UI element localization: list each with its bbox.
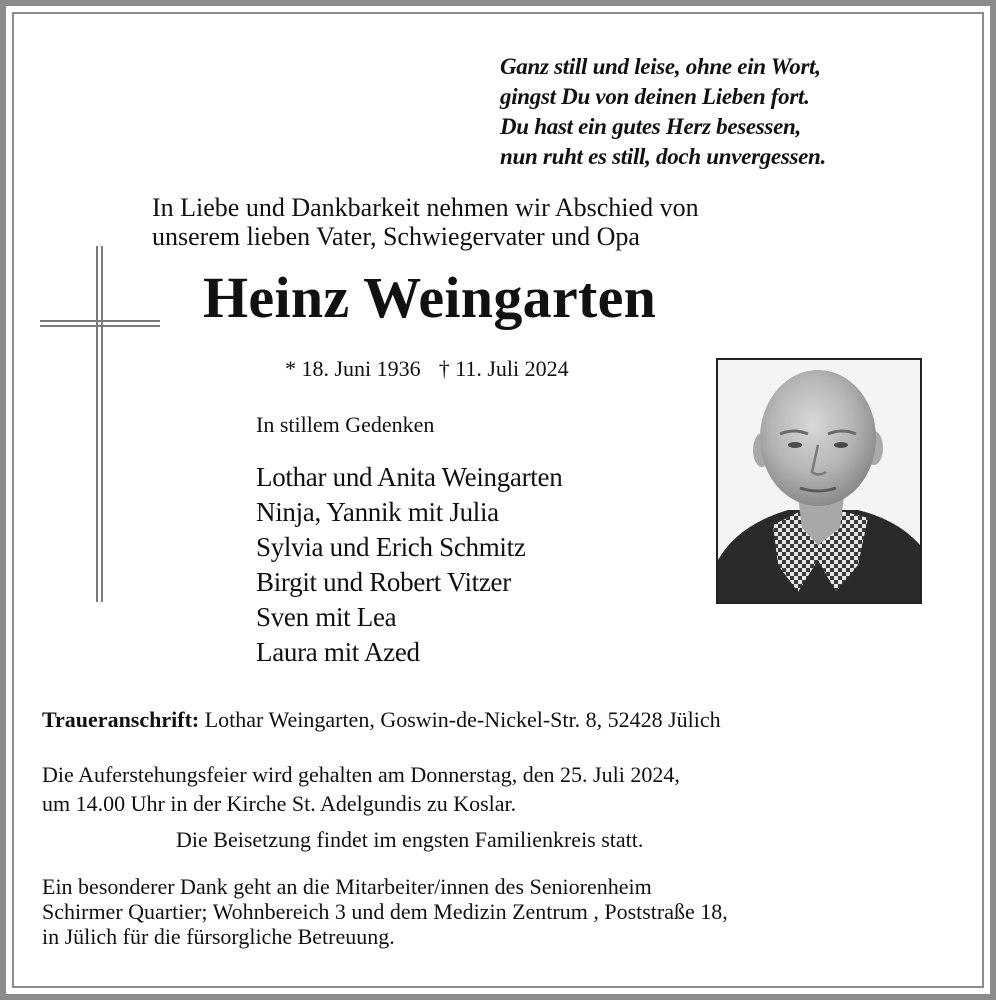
poem-line: Du hast ein gutes Herz besessen, <box>500 114 801 139</box>
thanks-line: Ein besonderer Dank geht an die Mitarbeiter/innen des Seniorenheim <box>42 874 652 899</box>
portrait-image <box>718 360 920 602</box>
cross-vertical-line-left <box>96 246 98 602</box>
cross-icon <box>40 246 160 602</box>
burial-text: Die Beisetzung findet im engsten Familienkreis statt. <box>176 827 644 852</box>
cross-horizontal-line-bottom <box>40 325 160 327</box>
deceased-name: Heinz Weingarten <box>203 265 657 330</box>
mourning-address <box>42 706 721 734</box>
address-label: Traueranschrift: <box>42 707 200 732</box>
family-list <box>256 460 562 670</box>
portrait-photo <box>716 358 922 604</box>
intro-line: In Liebe und Dankbarkeit nehmen wir Abschied von <box>152 193 699 222</box>
life-dates <box>285 355 569 383</box>
thanks-line: in Jülich für die fürsorgliche Betreuung. <box>42 924 395 949</box>
cross-horizontal-line-top <box>40 320 160 322</box>
birth-date: * 18. Juni 1936 <box>285 356 421 381</box>
intro-text <box>152 193 699 251</box>
thanks-line: Schirmer Quartier; Wohnbereich 3 und dem Medizin Zentrum , Poststraße 18, <box>42 899 728 924</box>
ceremony-line: um 14.00 Uhr in der Kirche St. Adelgundis zu Koslar. <box>42 791 517 816</box>
poem-line: Ganz still und leise, ohne ein Wort, <box>500 54 821 79</box>
family-member: Sven mit Lea <box>256 602 397 632</box>
poem <box>500 52 826 172</box>
address-value: Lothar Weingarten, Goswin-de-Nickel-Str. 8, 52428 Jülich <box>204 707 721 732</box>
family-member: Lothar und Anita Weingarten <box>256 462 563 492</box>
ceremony-line: Die Auferstehungsfeier wird gehalten am Donnerstag, den 25. Juli 2024, <box>42 762 680 787</box>
cross-vertical-line-right <box>101 246 103 602</box>
remembrance-text: In stillem Gedenken <box>256 412 435 437</box>
death-date: † 11. Juli 2024 <box>438 356 569 381</box>
intro-line: unserem lieben Vater, Schwiegervater und Opa <box>152 222 640 251</box>
poem-line: nun ruht es still, doch unvergessen. <box>500 144 826 169</box>
poem-line: gingst Du von deinen Lieben fort. <box>500 84 810 109</box>
family-member: Birgit und Robert Vitzer <box>256 567 511 597</box>
ceremony-text <box>42 760 680 818</box>
family-member: Sylvia und Erich Schmitz <box>256 532 526 562</box>
family-member: Ninja, Yannik mit Julia <box>256 497 499 527</box>
thanks-text <box>42 874 728 949</box>
family-member: Laura mit Azed <box>256 637 420 667</box>
